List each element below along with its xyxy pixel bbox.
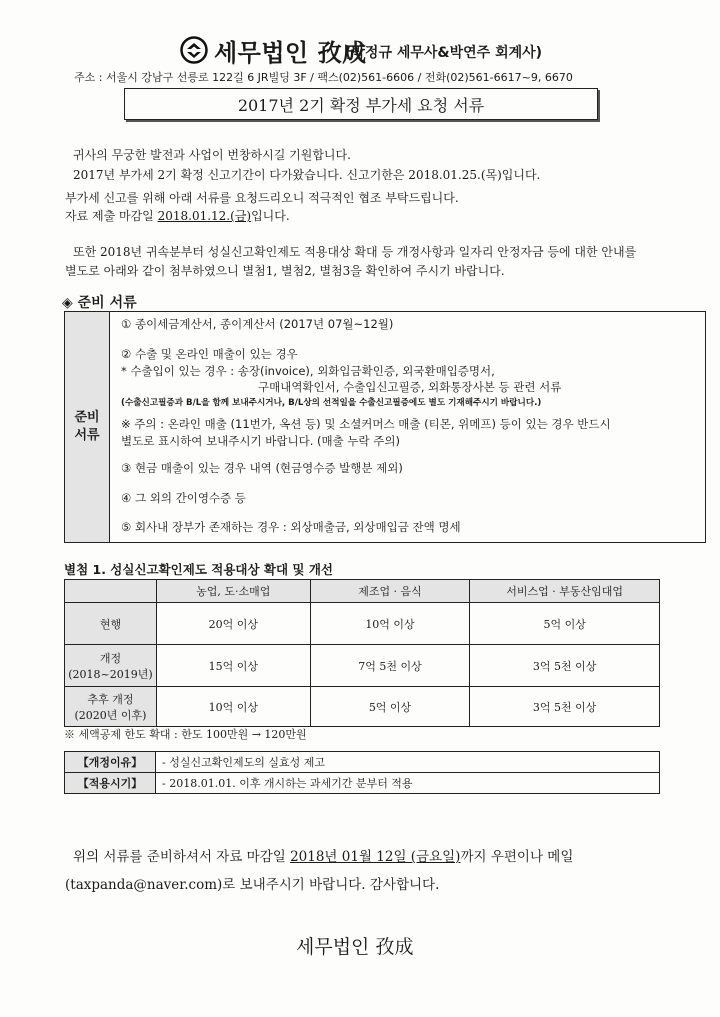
- firm-logo-icon: [180, 36, 208, 64]
- intro-line-5: 또한 2018년 귀속분부터 성실신고확인제도 적용대상 확대 등 개정사항과 일자리 안정자금 등에 대한 안내를: [73, 245, 637, 259]
- firm-address: 주소 : 서울시 강남구 선릉로 122길 6 JR빌딩 3F / 팩스(02)561-6606 / 전화(02)561-6617~9, 6670: [74, 71, 573, 84]
- table-cell: 3억 5천 이상: [470, 687, 660, 727]
- intro-line-4: [65, 207, 290, 224]
- revision-info-table: [64, 751, 660, 794]
- prep-item-1: ① 종이세금계산서, 종이계산서 (2017년 07월~12월): [121, 317, 394, 331]
- table-cell: 10억 이상: [310, 603, 470, 645]
- tax-credit-note: ※ 세액공제 한도 확대 : 한도 100만원 → 120만원: [64, 728, 307, 741]
- prep-label-line-1: 준비: [74, 410, 100, 425]
- deadline-prefix: 자료 제출 마감일: [65, 209, 158, 223]
- prep-item-2-note: (수출신고필증과 B/L을 함께 보내주시거나, B/L상의 선적일을 수출신고필증에도 별도 기재해주시기 바랍니다.): [121, 398, 542, 408]
- intro-line-6: 별도로 아래와 같이 첨부하였으니 별첨1, 별첨2, 별첨3을 확인하여 주시기 바랍니다.: [65, 264, 505, 278]
- attachment-1-title: 별첨 1. 성실신고확인제도 적용대상 확대 및 개선: [64, 562, 333, 577]
- row-label-main: 현행: [99, 617, 122, 631]
- table-row: [65, 645, 660, 687]
- document-title: 2017년 2기 확정 부가세 요청 서류: [124, 88, 598, 120]
- closing-line-2: (taxpanda@naver.com)로 보내주시기 바랍니다. 감사합니다.: [65, 877, 440, 893]
- firm-name: 세무법인 孜成: [214, 39, 367, 67]
- table-header-cell: 농업, 도·소매업: [156, 580, 310, 603]
- table-cell: 10억 이상: [156, 687, 310, 727]
- info-value: - 2018.01.01. 이후 개시하는 과세기간 분부터 적용: [156, 773, 660, 794]
- prep-label-cell: [65, 312, 110, 542]
- comparison-table: [64, 579, 660, 727]
- table-header-row: [65, 580, 660, 603]
- table-cell: 7억 5천 이상: [310, 645, 470, 687]
- prep-caution-line-1: ※ 주의 : 온라인 매출 (11번가, 옥션 등) 및 소셜커머스 매출 (티몬, 위메프) 등이 있는 경우 반드시: [121, 417, 611, 431]
- table-row: [65, 752, 660, 773]
- row-label: [65, 603, 157, 645]
- row-label: [65, 687, 157, 727]
- prep-caution-line-2: 별도로 표시하여 보내주시기 바랍니다. (매출 누락 주의): [121, 434, 400, 448]
- table-header-cell: 서비스업 · 부동산임대업: [470, 580, 660, 603]
- table-row: [65, 773, 660, 794]
- row-label: [65, 645, 157, 687]
- prep-item-2: ② 수출 및 온라인 매출이 있는 경우: [121, 347, 298, 361]
- prep-item-2-detail-cont: 구매내역확인서, 수출입신고필증, 외화통장사본 등 관련 서류: [258, 380, 562, 394]
- row-label-main: 개정: [99, 651, 122, 665]
- info-label: 【개정이유】: [65, 752, 156, 773]
- closing-text-b: 까지 우편이나 메일: [460, 849, 574, 865]
- prep-documents-box: [64, 311, 706, 543]
- intro-line-3: 부가세 신고를 위해 아래 서류를 요청드리오니 적극적인 협조 부탁드립니다.: [65, 191, 459, 205]
- table-cell: 20억 이상: [156, 603, 310, 645]
- info-label: 【적용시기】: [65, 773, 156, 794]
- closing-deadline: 2018년 01월 12일 (금요일): [290, 849, 461, 865]
- row-label-main: 추후 개정: [87, 692, 134, 706]
- deadline-suffix: 입니다.: [251, 209, 290, 223]
- table-cell: 15억 이상: [156, 645, 310, 687]
- info-value: - 성실신고확인제도의 실효성 제고: [156, 752, 660, 773]
- intro-line-2: 2017년 부가세 2기 확정 신고기간이 다가왔습니다. 신고기한은 2018.01.25.(목)입니다.: [73, 168, 541, 182]
- prep-label-line-2: 서류: [74, 428, 100, 443]
- table-header-cell: [65, 580, 157, 603]
- table-row: [65, 687, 660, 727]
- prep-item-3: ③ 현금 매출이 있는 경우 내역 (현금영수증 발행분 제외): [121, 461, 403, 475]
- table-header-cell: 제조업 · 음식: [310, 580, 470, 603]
- table-row: [65, 603, 660, 645]
- prep-section-heading: ◈ 준비 서류: [62, 295, 137, 311]
- prep-item-2-detail: * 수출입이 있는 경우 : 송장(invoice), 외화입금확인증, 외국환매입증명서,: [121, 364, 495, 378]
- table-cell: 5억 이상: [310, 687, 470, 727]
- firm-subtitle: (박정규 세무사&박연주 회계사): [345, 45, 543, 61]
- closing-text-a: 위의 서류를 준비하셔서 자료 마감일: [73, 849, 291, 865]
- deadline-date: 2018.01.12.(금): [157, 209, 252, 223]
- table-cell: 5억 이상: [470, 603, 660, 645]
- row-label-period: (2018~2019년): [68, 667, 153, 681]
- intro-line-1: 귀사의 무궁한 발전과 사업이 번창하시길 기원합니다.: [73, 148, 351, 162]
- signature: 세무법인 孜成: [296, 936, 414, 958]
- closing-line-1: [73, 845, 573, 865]
- table-cell: 3억 5천 이상: [470, 645, 660, 687]
- row-label-period: (2020년 이후): [74, 708, 147, 722]
- prep-item-5: ⑤ 회사내 장부가 존재하는 경우 : 외상매출금, 외상매입금 잔액 명세: [121, 520, 461, 534]
- prep-item-4: ④ 그 외의 간이영수증 등: [121, 491, 246, 505]
